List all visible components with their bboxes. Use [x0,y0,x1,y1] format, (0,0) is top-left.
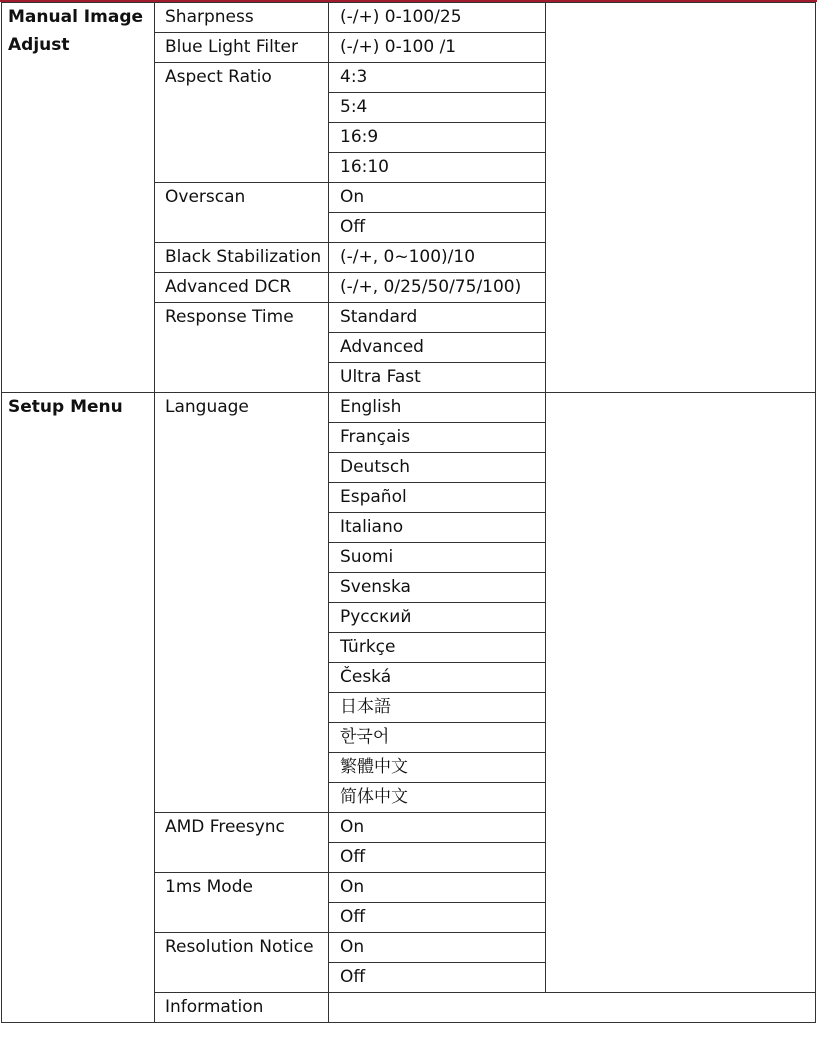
option-value: 한국어 [329,723,546,753]
item-label-response-time: Response Time [155,303,329,393]
option-value: Standard [329,303,546,333]
option-value: Off [329,843,546,873]
option-value: Русский [329,603,546,633]
option-value: Advanced [329,333,546,363]
item-label-information: Information [155,993,329,1023]
item-label-1ms-mode: 1ms Mode [155,873,329,933]
option-value: 4:3 [329,63,546,93]
option-value: Türkçe [329,633,546,663]
item-label-advanced-dcr: Advanced DCR [155,273,329,303]
item-label-black-stabilization: Black Stabilization [155,243,329,273]
option-value: (-/+, 0/25/50/75/100) [329,273,546,303]
option-value: 16:10 [329,153,546,183]
item-label-resolution-notice: Resolution Notice [155,933,329,993]
option-value: Italiano [329,513,546,543]
option-value: 16:9 [329,123,546,153]
item-label-aspect-ratio: Aspect Ratio [155,63,329,183]
empty-cell [546,393,816,993]
option-value: Français [329,423,546,453]
item-label-blue-light-filter: Blue Light Filter [155,33,329,63]
option-value: Česká [329,663,546,693]
option-value: Off [329,903,546,933]
option-value: On [329,873,546,903]
option-value: English [329,393,546,423]
table-row [2,3,816,33]
option-value: Deutsch [329,453,546,483]
item-label-sharpness: Sharpness [155,3,329,33]
option-value: 日本語 [329,693,546,723]
table-row [2,393,816,423]
option-value: (-/+) 0-100 /1 [329,33,546,63]
section-name-manual-image-adjust: Manual Image Adjust [2,3,155,393]
empty-cell [329,993,816,1023]
option-value: On [329,933,546,963]
option-value: Español [329,483,546,513]
option-value: (-/+, 0~100)/10 [329,243,546,273]
option-value: Ultra Fast [329,363,546,393]
option-value: 5:4 [329,93,546,123]
option-value: (-/+) 0-100/25 [329,3,546,33]
option-value: On [329,813,546,843]
option-value: Off [329,963,546,993]
item-label-amd-freesync: AMD Freesync [155,813,329,873]
section-name-setup-menu: Setup Menu [2,393,155,1023]
option-value: 繁體中文 [329,753,546,783]
item-label-overscan: Overscan [155,183,329,243]
option-value: Svenska [329,573,546,603]
empty-cell [546,3,816,393]
option-value: 简体中文 [329,783,546,813]
option-value: Off [329,213,546,243]
option-value: Suomi [329,543,546,573]
item-label-language: Language [155,393,329,813]
osd-menu-table [1,2,816,1023]
option-value: On [329,183,546,213]
